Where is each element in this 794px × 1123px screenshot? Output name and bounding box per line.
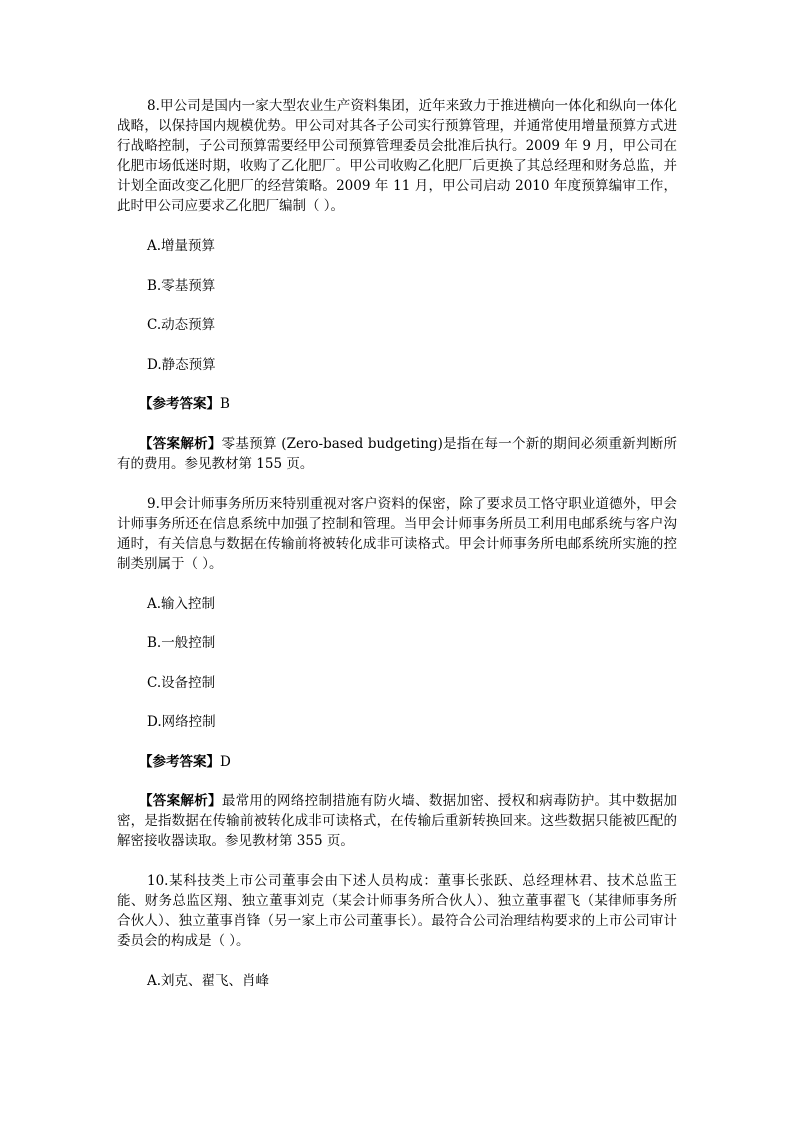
answer-analysis: [117, 434, 677, 474]
reference-answer-label: 【参考答案】: [139, 396, 220, 412]
reference-answer-value: B: [220, 396, 230, 412]
question-stem: 10.某科技类上市公司董事会由下述人员构成：董事长张跃、总经理林君、技术总监王能、财务总监区翔、独立董事刘克（某会计师事务所合伙人）、独立董事翟飞（某律师事务所合伙人）、独立董事肖锋（另一家上市公司董事长）。最符合公司治理结构要求的上市公司审计委员会的构成是（ ）。: [117, 873, 677, 949]
answer-analysis-label: 【答案解析】: [139, 435, 222, 452]
question-8: [117, 96, 677, 474]
option-a: A.输入控制: [147, 595, 216, 612]
option-b: B.一般控制: [147, 635, 216, 651]
option-b: B.零基预算: [147, 277, 216, 294]
answer-analysis-text: 零基预算 (Zero-based budgeting)是指在每一个新的期间必须重新判断所有的费用。参见教材第 155 页。: [117, 435, 677, 472]
question-9: [117, 494, 677, 852]
reference-answer: [117, 752, 677, 772]
option-a: A.刘克、翟飞、肖峰: [147, 973, 270, 989]
document-body: [117, 96, 677, 991]
option-d: D.网络控制: [147, 714, 216, 730]
answer-analysis-text: 最常用的网络控制措施有防火墙、数据加密、授权和病毒防护。其中数据加密，是指数据在传输前被转化成非可读格式，在传输后重新转换回来。这些数据只能被匹配的解密接收器读取。参见教材第 355 页。: [117, 793, 678, 849]
option-a: A.增量预算: [147, 238, 216, 254]
option-c: C.设备控制: [147, 674, 216, 691]
answer-analysis: [117, 791, 677, 851]
answer-analysis-label: 【答案解析】: [139, 793, 222, 809]
reference-answer-value: D: [220, 753, 231, 770]
question-10: [117, 871, 677, 991]
option-d: D.静态预算: [147, 356, 216, 373]
option-c: C.动态预算: [147, 317, 216, 333]
reference-answer: [117, 394, 677, 414]
reference-answer-label: 【参考答案】: [139, 753, 220, 770]
question-stem: 8.甲公司是国内一家大型农业生产资料集团，近年来致力于推进横向一体化和纵向一体化战略，以保持国内规模优势。甲公司对其各子公司实行预算管理，并通常使用增量预算方式进行战略控制，子公司预算需要经甲公司预算管理委员会批准后执行。2009 年 9 月，甲公司在化肥市场低迷时期，收购了乙化肥厂。甲公司收购乙化肥厂后更换了其总经理和财务总监，并计划全面改变乙化肥厂的经营策略。2009 年 11 月，甲公司启动 2010 年度预算编审工作，此时甲公司应要求乙化肥厂编制（ ）。: [117, 98, 677, 214]
question-stem: 9.甲会计师事务所历来特别重视对客户资料的保密，除了要求员工恪守职业道德外，甲会计师事务所还在信息系统中加强了控制和管理。当甲会计师事务所员工利用电邮系统与客户沟通时，有关信息与数据在传输前将被转化成非可读格式。甲会计师事务所电邮系统所实施的控制类别属于（ ）。: [117, 495, 677, 572]
